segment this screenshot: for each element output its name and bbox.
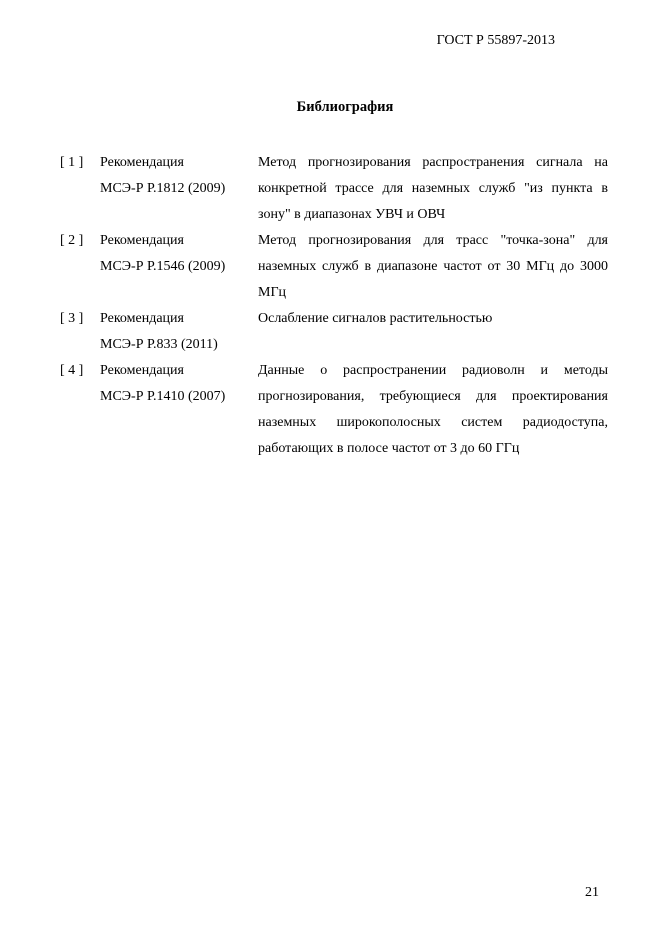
reference-line: Рекомендация: [100, 155, 184, 170]
entry-number: [ 2 ]: [60, 233, 84, 248]
description-line: конкретной трассе для наземных служб "из пункта в: [258, 181, 608, 196]
description-line: Метод прогнозирования распространения сигнала на: [258, 155, 608, 170]
entry-description: [258, 150, 608, 228]
bibliography-list: [60, 150, 608, 462]
entry-description: [258, 306, 608, 358]
bibliography-entry: [60, 150, 608, 228]
bibliography-entry: [60, 358, 608, 462]
description-line: наземных служб в диапазоне частот от 30 МГц до 3000: [258, 259, 608, 274]
description-line: работающих в полосе частот от 3 до 60 ГГц: [258, 441, 520, 456]
description-line: МГц: [258, 285, 287, 300]
description-line: Метод прогнозирования для трасс "точка-зона" для: [258, 233, 608, 248]
entry-description: [258, 358, 608, 462]
page-title: Библиография: [296, 99, 394, 115]
reference-line: Рекомендация: [100, 363, 184, 378]
description-line: наземных широкополосных систем радиодоступа,: [258, 415, 608, 430]
reference-line: МСЭ-Р Р.833 (2011): [100, 337, 218, 352]
reference-line: МСЭ-Р Р.1812 (2009): [100, 181, 226, 196]
bibliography-entry: [60, 228, 608, 306]
entry-number: [ 3 ]: [60, 311, 84, 326]
reference-line: МСЭ-Р Р.1410 (2007): [100, 389, 226, 404]
bibliography-entry: [60, 306, 608, 358]
reference-line: Рекомендация: [100, 233, 184, 248]
entry-reference: [100, 358, 258, 462]
entry-number: [ 4 ]: [60, 363, 84, 378]
reference-line: Рекомендация: [100, 311, 184, 326]
entry-description: [258, 228, 608, 306]
reference-line: МСЭ-Р Р.1546 (2009): [100, 259, 226, 274]
page-number: 21: [585, 885, 599, 900]
description-line: Ослабление сигналов растительностью: [258, 311, 493, 326]
entry-reference: [100, 150, 258, 228]
entry-reference: [100, 306, 258, 358]
entry-reference: [100, 228, 258, 306]
description-line: Данные о распространении радиоволн и методы: [258, 363, 608, 378]
document-code-header: ГОСТ Р 55897-2013: [436, 33, 555, 48]
entry-number: [ 1 ]: [60, 155, 84, 170]
description-line: прогнозирования, требующиеся для проектирования: [258, 389, 608, 404]
description-line: зону" в диапазонах УВЧ и ОВЧ: [258, 207, 446, 222]
